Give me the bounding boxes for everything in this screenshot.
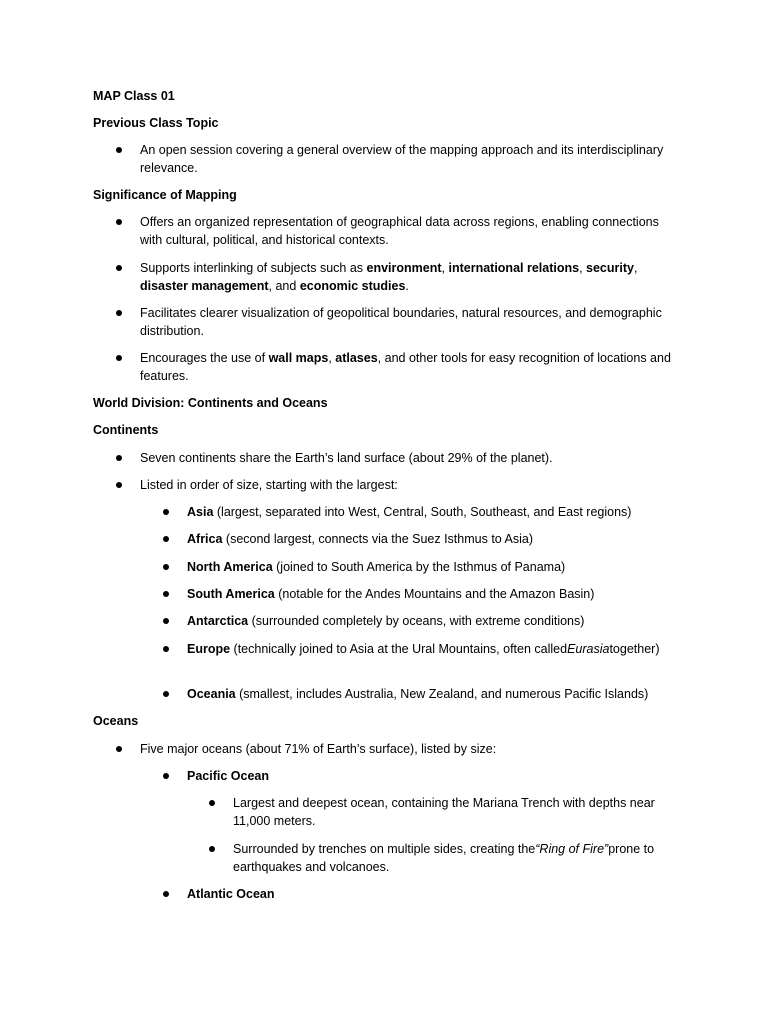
list-item-text: Supports interlinking of subjects such as environment, international relations, security, disaster management, and economic studies. [140, 261, 638, 293]
continent-item [163, 585, 683, 603]
continent-text: Antarctica (surrounded completely by oceans, with extreme conditions) [187, 614, 585, 628]
list-item [116, 476, 676, 494]
list-item-text: Offers an organized representation of geographical data across regions, enabling connections with cultural, political, and historical contexts. [140, 215, 659, 247]
bullet-icon [116, 455, 122, 461]
continent-text: Asia (largest, separated into West, Central, South, Southeast, and East regions) [187, 505, 632, 519]
bullet-icon [209, 846, 215, 852]
list-item [116, 213, 676, 249]
ocean-detail-text: Surrounded by trenches on multiple sides, creating the“Ring of Fire”prone to earthquakes and volcanoes. [233, 842, 655, 874]
previous-class-heading: Previous Class Topic [93, 116, 219, 130]
continents-heading: Continents [93, 423, 159, 437]
bullet-icon [116, 482, 122, 488]
bullet-icon [116, 746, 122, 752]
world-division-heading: World Division: Continents and Oceans [93, 396, 328, 410]
continent-text: Africa (second largest, connects via the Suez Isthmus to Asia) [187, 532, 534, 546]
oceans-heading: Oceans [93, 714, 139, 728]
ocean-item [163, 767, 683, 785]
continent-item [163, 503, 683, 521]
continent-item [163, 640, 683, 658]
continent-text: Oceania (smallest, includes Australia, New Zealand, and numerous Pacific Islands) [187, 687, 649, 701]
ocean-name: Atlantic Ocean [187, 887, 275, 901]
bullet-icon [163, 509, 169, 515]
list-item-text: Encourages the use of wall maps, atlases, and other tools for easy recognition of locations and features. [140, 351, 671, 383]
bullet-icon [116, 147, 122, 153]
continent-text: North America (joined to South America by the Isthmus of Panama) [187, 560, 566, 574]
bullet-icon [163, 646, 169, 652]
bullet-icon [163, 618, 169, 624]
bullet-icon [163, 591, 169, 597]
list-item [116, 349, 676, 385]
continent-item [163, 612, 683, 630]
list-item [116, 304, 676, 340]
bullet-icon [116, 355, 122, 361]
bullet-icon [116, 265, 122, 271]
document-title: MAP Class 01 [93, 89, 175, 103]
continent-item [163, 530, 683, 548]
bullet-icon [116, 219, 122, 225]
ocean-detail-item [209, 840, 689, 876]
continent-item [163, 558, 683, 576]
list-item-text: An open session covering a general overview of the mapping approach and its interdisciplinary relevance. [140, 143, 664, 175]
ocean-item [163, 885, 683, 903]
list-item [116, 740, 676, 758]
list-item-text: Five major oceans (about 71% of Earth’s surface), listed by size: [140, 742, 497, 756]
bullet-icon [209, 800, 215, 806]
list-item [116, 449, 676, 467]
list-item [116, 141, 676, 177]
bullet-icon [116, 310, 122, 316]
significance-heading: Significance of Mapping [93, 188, 237, 202]
bullet-icon [163, 536, 169, 542]
continent-item [163, 685, 683, 703]
list-item-text: Seven continents share the Earth’s land surface (about 29% of the planet). [140, 451, 553, 465]
ocean-detail-text: Largest and deepest ocean, containing the Mariana Trench with depths near 11,000 meters. [233, 796, 655, 828]
list-item-text: Facilitates clearer visualization of geopolitical boundaries, natural resources, and demographic distribution. [140, 306, 662, 338]
continent-text: Europe (technically joined to Asia at the Ural Mountains, often calledEurasiatogether) [187, 642, 660, 656]
continent-text: South America (notable for the Andes Mountains and the Amazon Basin) [187, 587, 595, 601]
ocean-name: Pacific Ocean [187, 769, 269, 783]
bullet-icon [163, 691, 169, 697]
ocean-detail-item [209, 794, 689, 830]
bullet-icon [163, 891, 169, 897]
list-item [116, 259, 676, 295]
list-item-text: Listed in order of size, starting with the largest: [140, 478, 398, 492]
bullet-icon [163, 773, 169, 779]
bullet-icon [163, 564, 169, 570]
